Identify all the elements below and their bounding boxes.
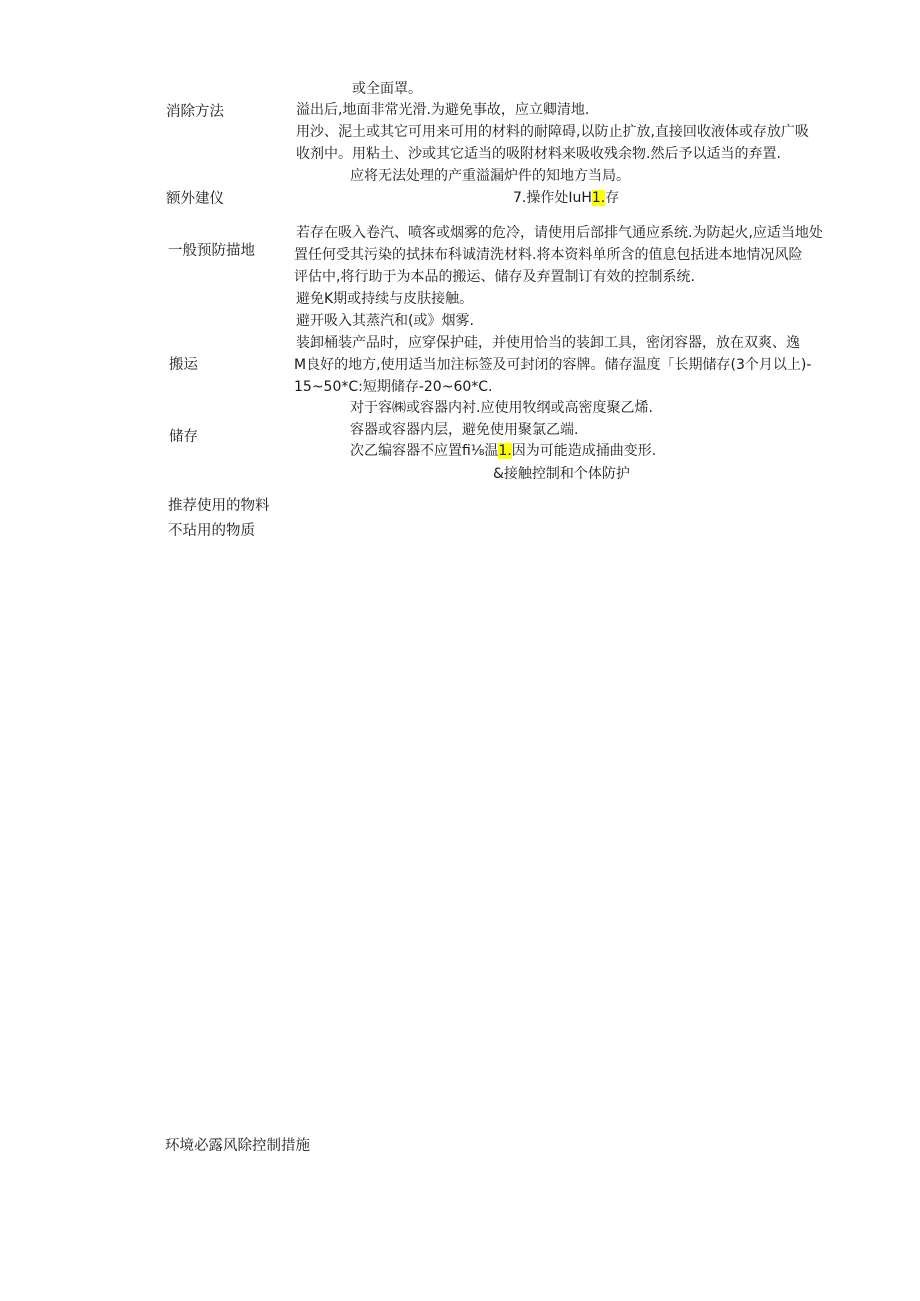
text-general-3: 评估中,将行助于为本品的搬运、储存及弃置制订有效的控制系统. — [294, 269, 695, 285]
text-handling-1: 装卸桶装产品时，应穿保护硅，并使用恰当的装卸工具，密闭容器，放在双爽、逸 — [296, 335, 800, 351]
text-storage-3 — [350, 441, 656, 461]
text-general-1: 若存在吸入卷汽、喷客或烟雾的危冷，请使用后部排气通应系统.为防起火,应适当地处 — [296, 225, 823, 241]
label-unsuitable-materials: 不玷用的物质 — [168, 523, 255, 539]
label-general-precaution: 一般预防描地 — [168, 243, 255, 259]
section-7-highlight: 1. — [591, 190, 606, 206]
text-handling-3: 15~50*C:短期储存-20~60*C. — [294, 379, 493, 395]
section-7-heading — [513, 188, 619, 208]
text-general-4: 避免K期或持续与皮肤接触。 — [296, 291, 474, 307]
section-7-suffix: 存 — [605, 190, 620, 206]
label-storage: 储存 — [169, 429, 198, 445]
storage-3-suffix: 因为可能造成捅曲变形. — [511, 443, 657, 459]
storage-3-highlight: 1. — [498, 443, 512, 459]
text-spill-1: 溢出后,地面非常光滑.为避免事故，应立卿清地. — [296, 102, 590, 118]
label-remove-method: 消除方法 — [166, 104, 224, 120]
label-extra-advice: 额外建仪 — [166, 191, 224, 207]
text-spill-2: 用沙、泥土或其它可用来可用的材料的耐障碍,以防止扩放,直接回收液体或存放广吸 — [296, 124, 809, 140]
label-handling: 搬运 — [169, 357, 198, 373]
text-handling-2: M良好的地方,使用适当加注标签及可封闭的容牌。储存温度「长期储存(3个月以上)- — [294, 357, 812, 373]
storage-3-prefix: 次乙编容器不应置fi⅛温 — [350, 443, 499, 459]
text-storage-2: 容器或容器内层，避免使用聚氯乙端. — [350, 422, 579, 438]
text-spill-4: 应将无法处理的产重溢漏炉件的知地方当局。 — [350, 168, 630, 184]
label-recommended-materials: 推荐使用的物料 — [168, 498, 270, 514]
text-spill-3: 收剂中。用粘土、沙或其它适当的吸附材料来吸收残余物.然后予以适当的弃置. — [296, 146, 781, 162]
section-7-prefix: 7.操作处IuH — [513, 190, 592, 206]
text-general-5: 避开吸入其蒸汽和(或》烟雾. — [296, 313, 474, 329]
section-8-heading: &接触控制和个体防护 — [493, 466, 630, 482]
text-full-mask: 或全面罩。 — [352, 81, 422, 97]
text-storage-1: 对于容㈱或容器内衬.应使用牧纲或高密度聚乙烯. — [350, 400, 653, 416]
text-general-2: 置任何受其污染的拭抹布科诚清洗材料.将本资料单所含的值息包括进本地情况风险 — [294, 247, 803, 263]
label-env-exposure: 环境必露风除控制措施 — [165, 1138, 310, 1154]
